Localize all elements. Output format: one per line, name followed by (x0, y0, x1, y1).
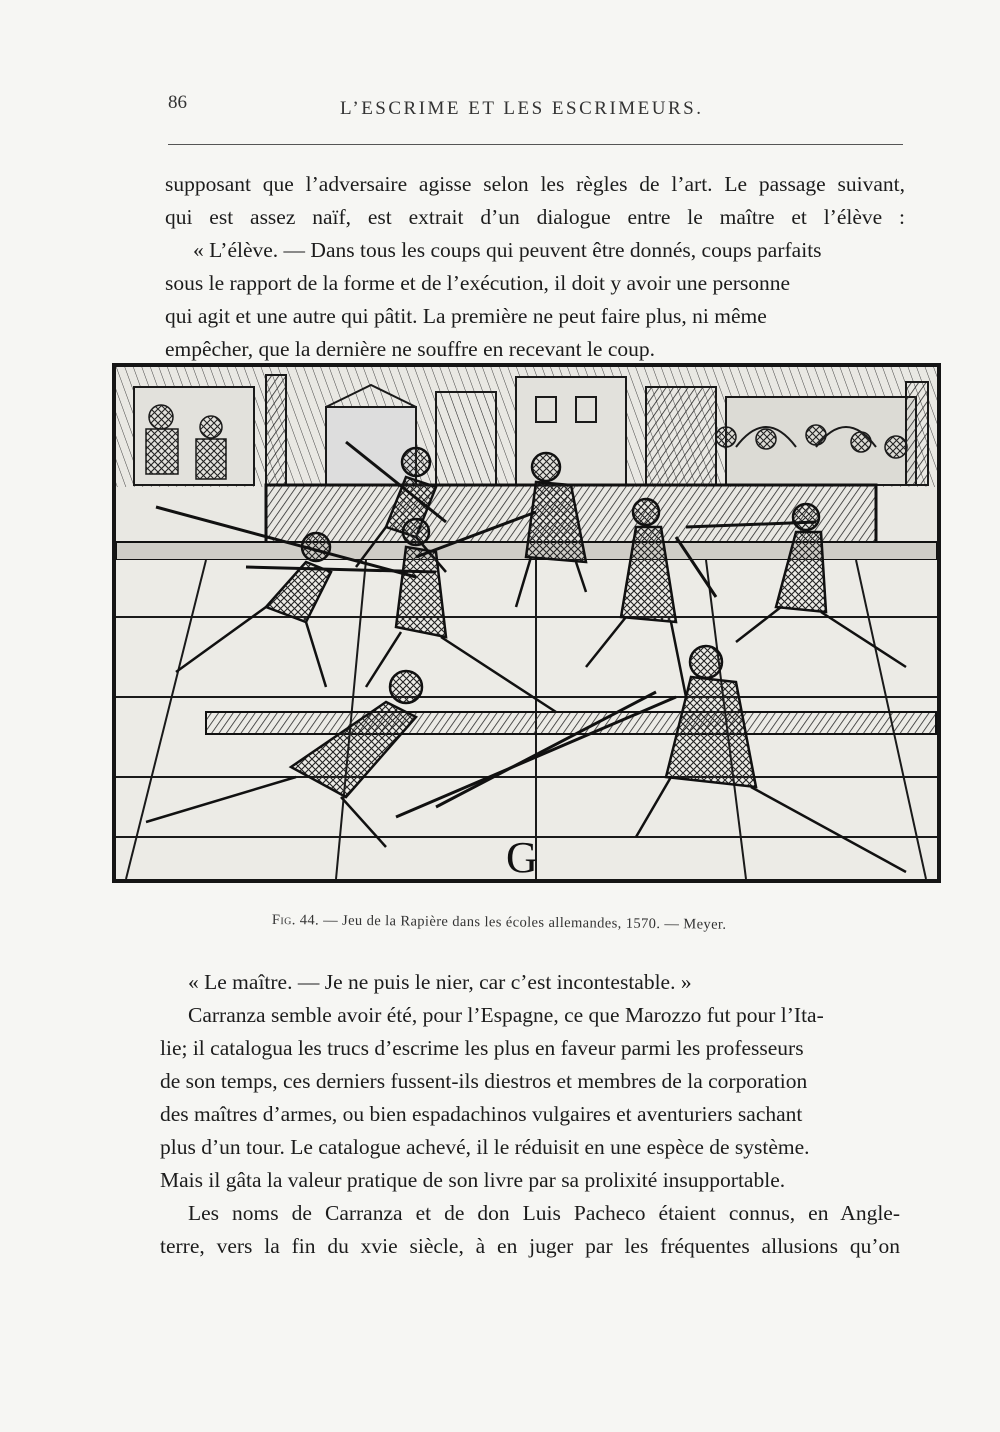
text-line: qui agit et une autre qui pâtit. La première ne peut faire plus, ni même (165, 304, 767, 328)
woodcut-illustration (112, 363, 941, 883)
text-line: Les noms de Carranza et de don Luis Pacheco étaient connus, en Angle- (188, 1201, 900, 1225)
text-line: plus d’un tour. Le catalogue achevé, il le réduisit en une espèce de système. (160, 1135, 810, 1159)
text-line: de son temps, ces derniers fussent-ils diestros et membres de la corporation (160, 1069, 808, 1093)
text-line: qui est assez naïf, est extrait d’un dialogue entre le maître et l’élève : (165, 205, 905, 229)
paragraph-eleve (165, 234, 905, 366)
text-line: « Le maître. — Je ne puis le nier, car c’est incontestable. » (188, 970, 692, 994)
woodcut-engraving (116, 367, 937, 879)
paragraph-maitre (160, 966, 900, 999)
figure-caption-text: 44. — Jeu de la Rapière dans les écoles allemandes, 1570. — Meyer. (299, 912, 727, 933)
text-line: empêcher, que la dernière ne souffre en recevant le coup. (165, 337, 655, 361)
paragraph-intro (165, 168, 905, 234)
upper-text-block (165, 168, 905, 366)
page-number: 86 (168, 92, 187, 113)
text-line: des maîtres d’armes, ou bien espadachinos vulgaires et aventuriers sachant (160, 1102, 803, 1126)
text-line: supposant que l’adversaire agisse selon les règles de l’art. Le passage suivant, (165, 172, 905, 196)
running-head: L’ESCRIME ET LES ESCRIMEURS. (340, 98, 704, 119)
text-line: lie; il catalogua les trucs d’escrime les plus en faveur parmi les professeurs (160, 1036, 804, 1060)
header-rule (168, 144, 903, 145)
text-line: « L’élève. — Dans tous les coups qui peuvent être donnés, coups parfaits (193, 238, 822, 262)
paragraph-carranza (160, 999, 900, 1197)
lower-text-block (160, 966, 900, 1263)
woodcut-monogram: G (506, 833, 538, 879)
figure-label: Fig. (271, 912, 296, 929)
text-line: Mais il gâta la valeur pratique de son livre par sa prolixité insupportable. (160, 1168, 786, 1192)
text-line: sous le rapport de la forme et de l’exécution, il doit y avoir une personne (165, 271, 791, 295)
figure-caption (272, 912, 727, 934)
text-line: Carranza semble avoir été, pour l’Espagne, ce que Marozzo fut pour l’Ita- (188, 1003, 824, 1027)
text-line: terre, vers la fin du xvie siècle, à en juger par les fréquentes allusions qu’on (160, 1234, 900, 1258)
paragraph-pacheco (160, 1197, 900, 1263)
